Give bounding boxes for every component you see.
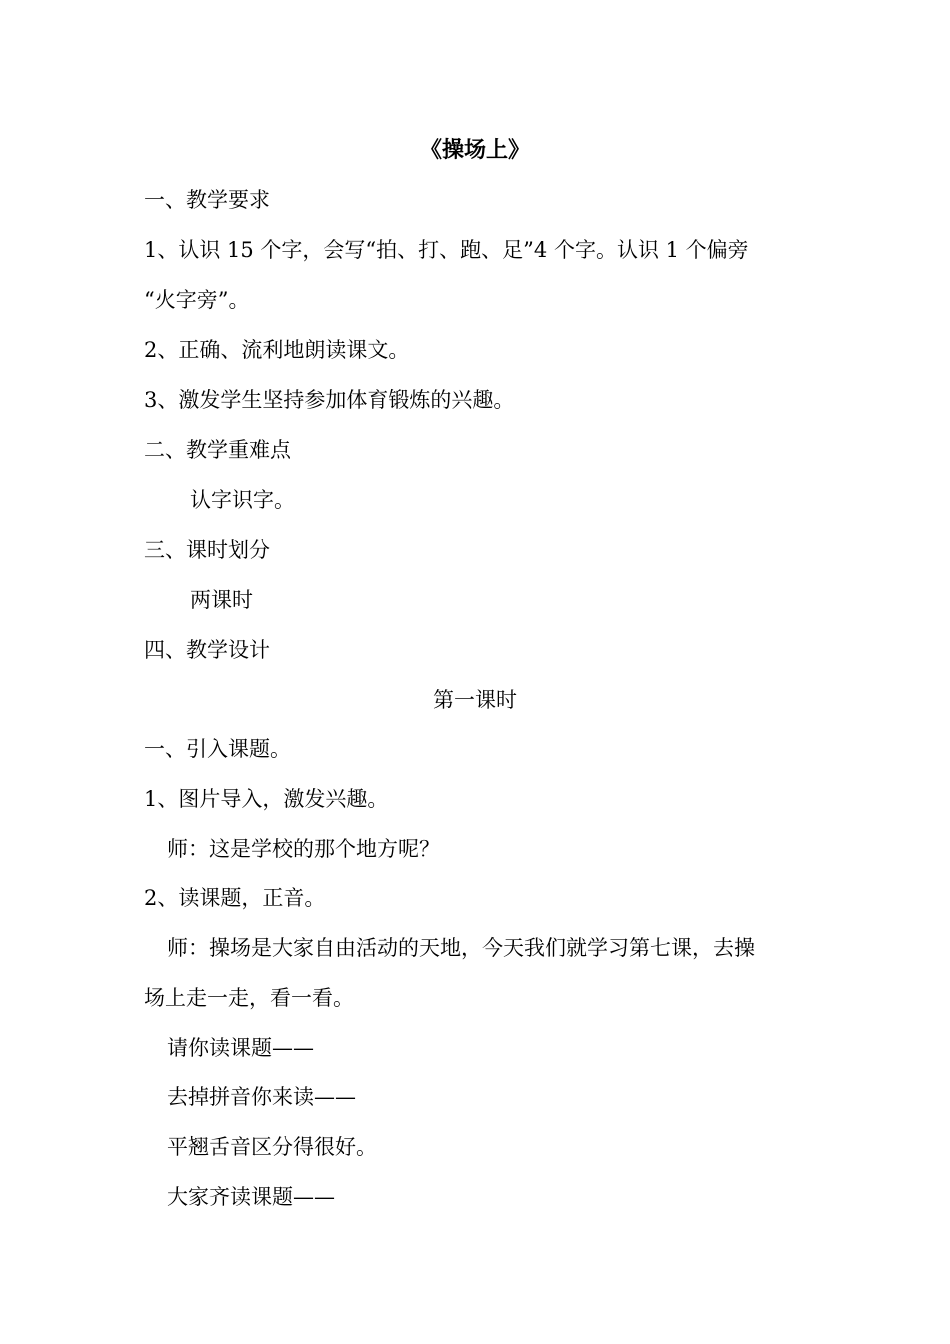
paragraph-line: 两课时 xyxy=(190,588,253,612)
paragraph-line: 去掉拼音你来读—— xyxy=(167,1085,356,1109)
paragraph-line: 一、引入课题。 xyxy=(144,737,291,761)
section-heading: 三、课时划分 xyxy=(144,538,270,562)
document-title: 《操场上》 xyxy=(419,138,530,163)
paragraph-line: 大家齐读课题—— xyxy=(167,1185,335,1209)
section-heading: 一、教学要求 xyxy=(144,188,270,212)
paragraph-line: 认字识字。 xyxy=(190,488,295,512)
paragraph-line: 2、正确、流利地朗读课文。 xyxy=(144,338,410,362)
paragraph-line: “火字旁”。 xyxy=(144,288,250,312)
section-heading: 二、教学重难点 xyxy=(144,438,291,462)
paragraph-line: 2、读课题，正音。 xyxy=(144,886,326,910)
paragraph-line: 3、激发学生坚持参加体育锻炼的兴趣。 xyxy=(144,388,515,412)
paragraph-line: 师：这是学校的那个地方呢？ xyxy=(167,837,440,861)
section-heading: 四、教学设计 xyxy=(144,638,270,662)
paragraph-line: 场上走一走，看一看。 xyxy=(144,986,354,1010)
paragraph-line: 1、图片导入，激发兴趣。 xyxy=(144,787,389,811)
paragraph-line: 1、认识 15 个字，会写“拍、打、跑、足”4 个字。认识 1 个偏旁 xyxy=(144,238,749,262)
paragraph-line: 平翘舌音区分得很好。 xyxy=(167,1135,377,1159)
paragraph-line: 师：操场是大家自由活动的天地，今天我们就学习第七课，去操 xyxy=(167,936,755,960)
paragraph-line: 请你读课题—— xyxy=(167,1036,314,1060)
subsection-heading: 第一课时 xyxy=(433,688,517,712)
